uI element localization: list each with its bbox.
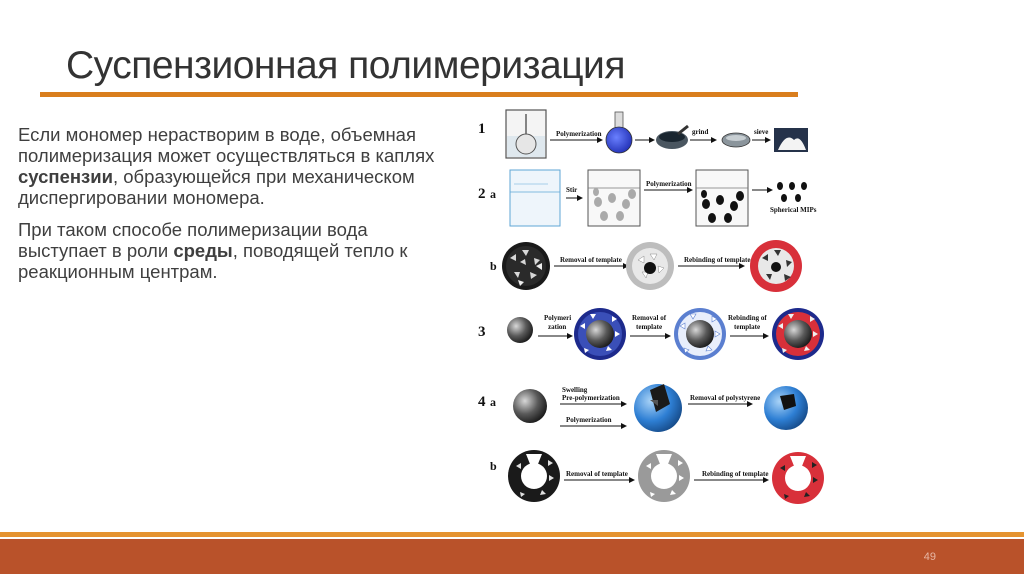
p1-text-a: Если мономер нерастворим в воде, объемная полимеризация может осуществляться в каплях [18,124,435,166]
paragraph-1 [18,124,448,208]
row1-grind-label: grind [692,128,709,136]
ring-sphere-grey [638,450,690,502]
spherical-mips-dots [777,182,807,202]
row2b-rebinding-label: Rebinding of template [684,256,751,264]
row2-result-label: Spherical MIPs [770,206,817,214]
ring-sphere-black [508,450,560,502]
core-ball-1 [507,317,533,343]
slide-title: Суспензионная полимеризация [66,44,625,87]
row3-polym-line2: zation [548,323,567,331]
p2-text-b: , поводящей тепло к реакционным центрам. [18,240,408,282]
beaker-icon [506,110,546,158]
footer-bar [0,539,1024,574]
row2-stir-label: Stir [566,186,578,194]
blue-sphere-final [764,386,808,430]
sieve-icon [722,133,750,147]
row2-number: 2 [478,186,486,202]
blue-sphere-cutaway [634,384,682,432]
row4-removal-ps-label: Removal of polystyrene [690,394,761,402]
p2-text-a: При таком способе полимеризации вода выступает в роли [18,219,368,261]
row4b-rebinding-label: Rebinding of template [702,470,769,478]
imprinted-polymer-sphere-2 [626,242,674,290]
title-underline [40,92,798,97]
ring-sphere-red [772,452,824,504]
core-shell-sphere-blue [574,308,626,360]
phase-container [510,170,560,226]
row3-polym-line1: Polymeri [544,314,572,322]
row4-swelling-label: Swelling [562,386,588,394]
row3-removal-line1: Removal of [632,314,667,322]
row2-polymerization-label: Polymerization [646,180,692,188]
core-ball-2 [513,389,547,423]
mortar-icon [656,126,688,149]
row3-rebind-line1: Rebinding of [728,314,767,322]
powder-icon [774,128,808,152]
p2-bold-term: среды [173,240,233,261]
page-number: 49 [923,551,936,563]
polymerized-particles-container [696,170,748,226]
row2-sub-a: a [490,187,496,201]
row4-sub-a: a [490,395,496,409]
row3-removal-line2: template [636,323,663,331]
row2b-sub-b: b [490,259,497,273]
core-shell-sphere-red [772,308,824,360]
imprinted-polymer-sphere-3 [750,240,802,292]
core-shell-sphere-white [674,308,726,360]
row4-polym-label: Polymerization [566,416,612,424]
row4-number: 4 [478,394,486,410]
paragraph-2 [18,219,448,282]
p1-bold-term: суспензии [18,166,113,187]
row3-rebind-line2: template [734,323,761,331]
p1-text-b: , образующейся при механическом диспергировании мономера. [18,166,415,208]
row4b-sub-b: b [490,459,497,473]
scheme-svg [474,100,834,510]
body-text [18,124,448,293]
imprinted-polymer-sphere-1 [502,242,550,290]
flask-icon [606,112,632,153]
polymerization-scheme-figure [474,100,834,510]
row4b-removal-label: Removal of template [566,470,628,478]
row3-number: 3 [478,324,486,340]
row4-prepolym-label: Pre-polymerization [562,394,620,402]
row1-number: 1 [478,121,486,137]
row2b-removal-label: Removal of template [560,256,622,264]
row1-polymerization-label: Polymerization [556,130,602,138]
row1-sieve-label: sieve [754,128,769,136]
footer-accent-line [0,532,1024,537]
stirred-droplets-container [588,170,640,226]
